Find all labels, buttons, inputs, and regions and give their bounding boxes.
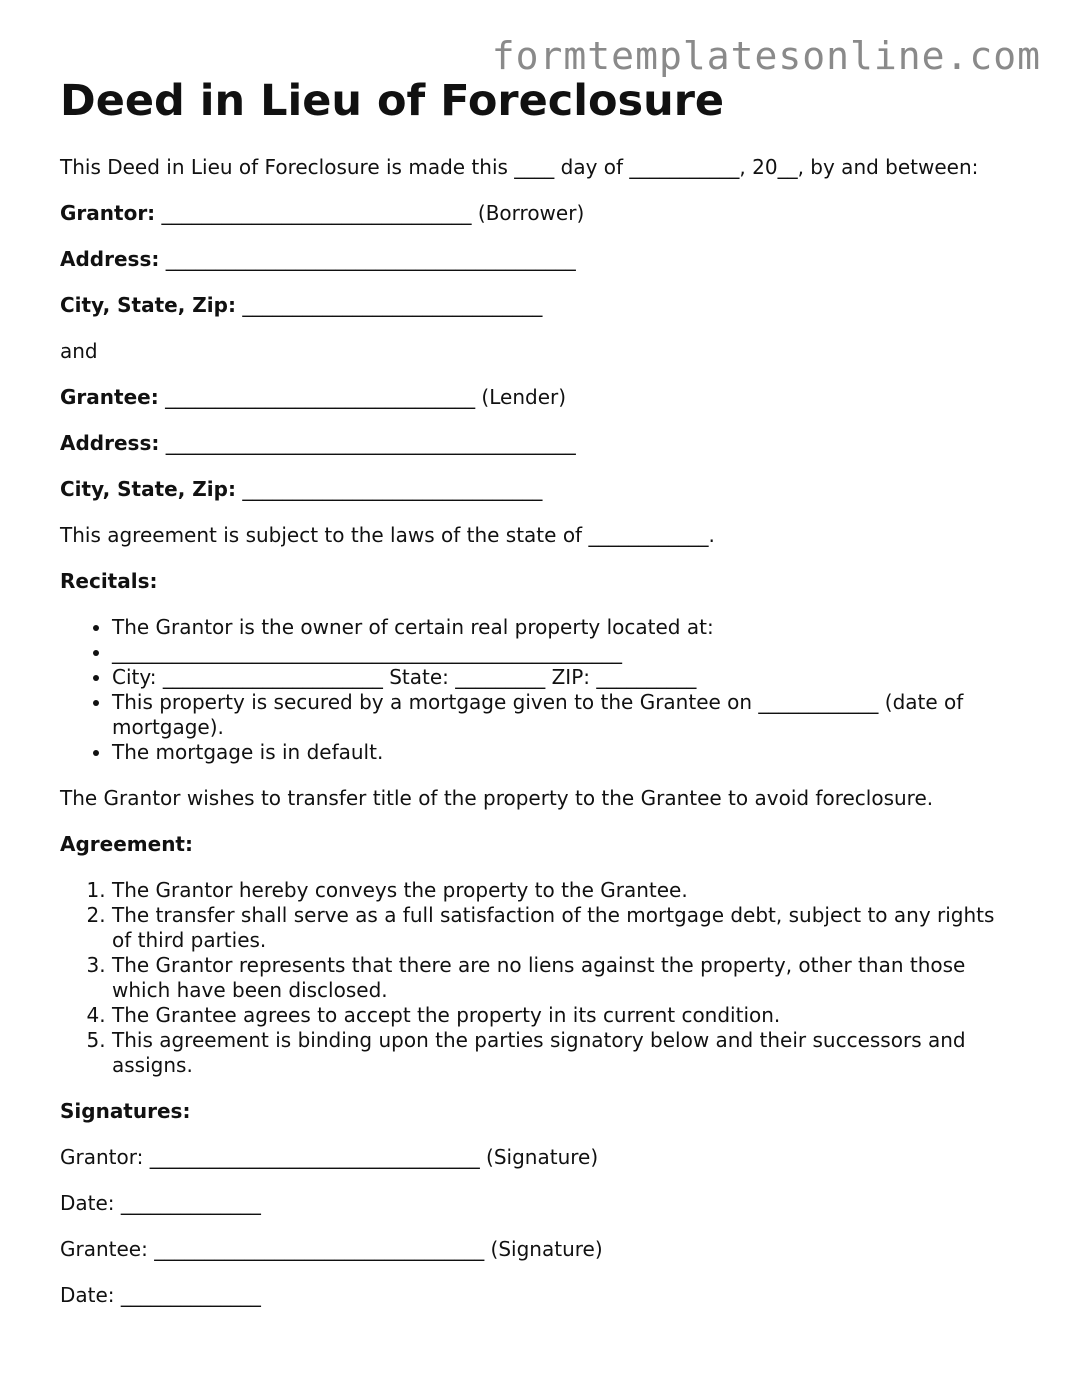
grantor-value: _______________________________ (Borrower): [161, 201, 585, 225]
agreement-heading: [60, 832, 1020, 857]
list-item: 3. The Grantor represents that there are no liens against the property, other than those which have been disclosed.: [112, 953, 1020, 1003]
and-text: and: [60, 339, 98, 363]
list-item: • The mortgage is in default.: [112, 740, 1020, 765]
list-item: 1. The Grantor hereby conveys the property to the Grantee.: [112, 878, 1020, 903]
agreement-heading-text: Agreement:: [60, 832, 193, 856]
grantee-address-label: Address:: [60, 431, 160, 455]
list-item: 2. The transfer shall serve as a full satisfaction of the mortgage debt, subject to any rights of third parties.: [112, 903, 1020, 953]
grantee-line: [60, 385, 1020, 410]
grantor-address-line: [60, 247, 1020, 272]
grantor-signature-line: Grantor: _________________________________ (Signature): [60, 1145, 599, 1169]
grantor-city-label: City, State, Zip:: [60, 293, 236, 317]
grantor-label: Grantor:: [60, 201, 156, 225]
document-body: [60, 155, 1020, 1329]
grantor-city-value: ______________________________: [242, 293, 543, 317]
list-item: • City: ______________________ State: _________ ZIP: __________: [112, 665, 1020, 690]
signatures-heading: [60, 1099, 1020, 1124]
list-item: • The Grantor is the owner of certain real property located at:: [112, 615, 1020, 640]
signatures-heading-text: Signatures:: [60, 1099, 191, 1123]
grantee-city-label: City, State, Zip:: [60, 477, 236, 501]
governing-law-text: This agreement is subject to the laws of the state of ____________.: [60, 523, 715, 547]
grantee-signature-line: Grantee: _________________________________ (Signature): [60, 1237, 603, 1261]
list-item: 4. The Grantee agrees to accept the property in its current condition.: [112, 1003, 1020, 1028]
recitals-list: [60, 615, 1020, 765]
grantee-city-value: ______________________________: [242, 477, 543, 501]
grantee-city-line: [60, 477, 1020, 502]
grantor-line: [60, 201, 1020, 226]
transfer-text: The Grantor wishes to transfer title of the property to the Grantee to avoid foreclosure.: [60, 786, 934, 810]
watermark: formtemplatesonline.com: [491, 34, 1041, 78]
grantor-address-label: Address:: [60, 247, 160, 271]
grantee-address-value: _________________________________________: [165, 431, 576, 455]
grantor-date-line: Date: ______________: [60, 1191, 261, 1215]
recitals-heading-text: Recitals:: [60, 569, 158, 593]
list-item: 5. This agreement is binding upon the parties signatory below and their successors and assigns.: [112, 1028, 1020, 1078]
agreement-list: [60, 878, 1020, 1078]
grantor-city-line: [60, 293, 1020, 318]
grantee-address-line: [60, 431, 1020, 456]
page-title: Deed in Lieu of Foreclosure: [60, 76, 725, 126]
list-item: • This property is secured by a mortgage given to the Grantee on ____________ (date of mortgage).: [112, 690, 1020, 740]
grantee-date-line: Date: ______________: [60, 1283, 261, 1307]
list-item: • ___________________________________________________: [112, 640, 1020, 665]
intro-paragraph: This Deed in Lieu of Foreclosure is made this ____ day of ___________, 20__, by and between:: [60, 155, 979, 179]
grantor-address-value: _________________________________________: [165, 247, 576, 271]
grantee-value: _______________________________ (Lender): [165, 385, 567, 409]
recitals-heading: [60, 569, 1020, 594]
grantee-label: Grantee:: [60, 385, 159, 409]
